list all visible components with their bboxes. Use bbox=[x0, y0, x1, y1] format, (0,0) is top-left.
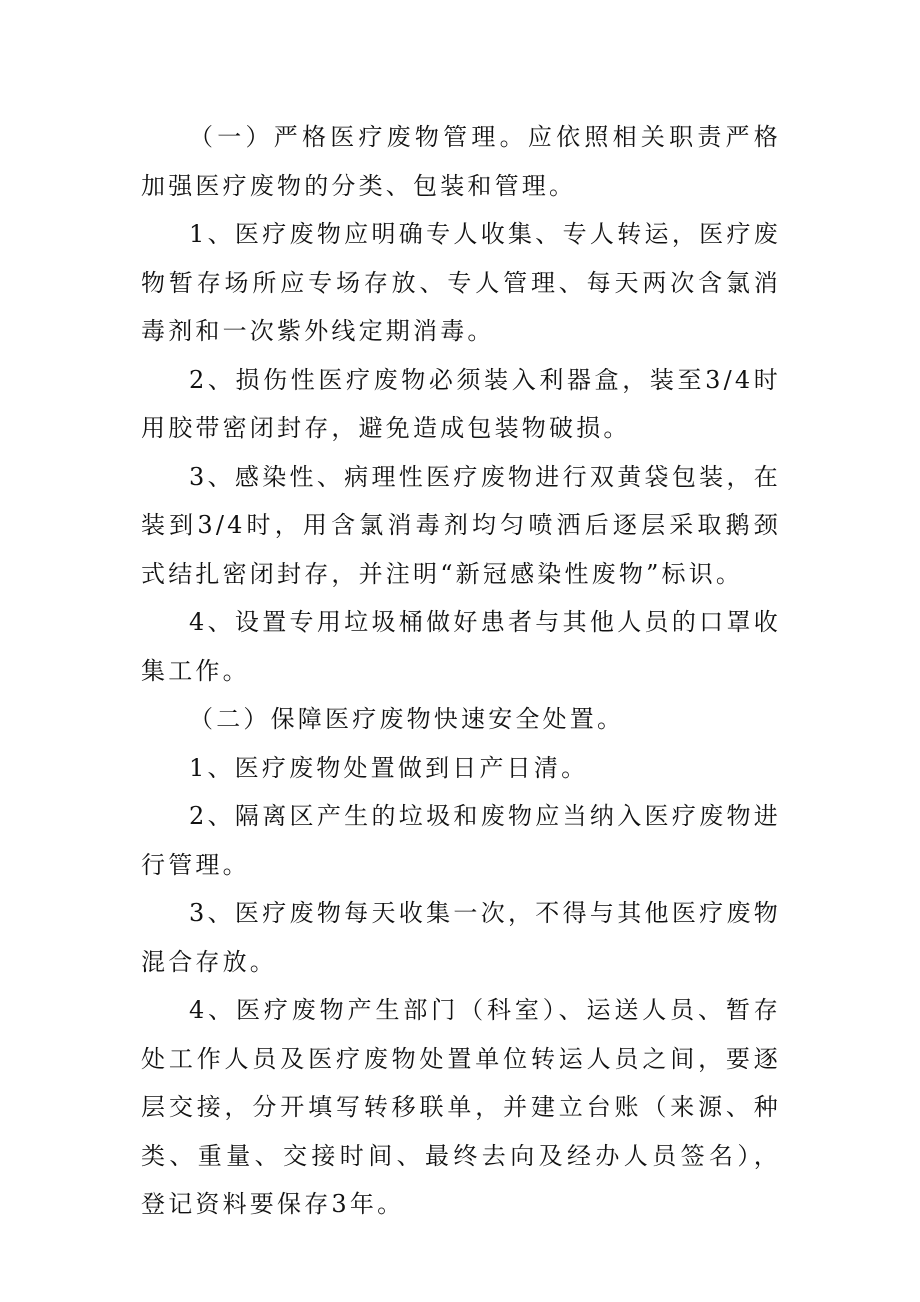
paragraph: 4、设置专用垃圾桶做好患者与其他人员的口罩收集工作。 bbox=[141, 608, 781, 685]
paragraph: 2、损伤性医疗废物必须装入利器盒，装至3/4时用胶带密闭封存，避免造成包装物破损。 bbox=[141, 365, 781, 442]
section-heading-2: （二）保障医疗废物快速安全处置。 bbox=[189, 705, 625, 733]
paragraph: 2、隔离区产生的垃圾和废物应当纳入医疗废物进行管理。 bbox=[141, 802, 781, 879]
paragraph: 4、医疗废物产生部门（科室）、运送人员、暂存处工作人员及医疗废物处置单位转运人员之间，要逐层交接，分开填写转移联单，并建立台账（来源、种类、重量、交接时间、最终去向及经办人员签名），登记资料要保存3年。 bbox=[141, 996, 781, 1218]
paragraph: 3、感染性、病理性医疗废物进行双黄袋包装，在装到3/4时，用含氯消毒剂均匀喷洒后逐层采取鹅颈式结扎密闭封存，并注明“新冠感染性废物”标识。 bbox=[141, 462, 781, 588]
paragraph: 3、医疗废物每天收集一次，不得与其他医疗废物混合存放。 bbox=[141, 899, 781, 976]
document-body bbox=[141, 113, 781, 1229]
paragraph: 1、医疗废物处置做到日产日清。 bbox=[189, 753, 589, 782]
paragraph: 1、医疗废物应明确专人收集、专人转运，医疗废物暂存场所应专场存放、专人管理、每天两次含氯消毒剂和一次紫外线定期消毒。 bbox=[141, 220, 781, 345]
section-heading-1: （一）严格医疗废物管理。应依照相关职责严格加强医疗废物的分类、包装和管理。 bbox=[141, 123, 781, 200]
